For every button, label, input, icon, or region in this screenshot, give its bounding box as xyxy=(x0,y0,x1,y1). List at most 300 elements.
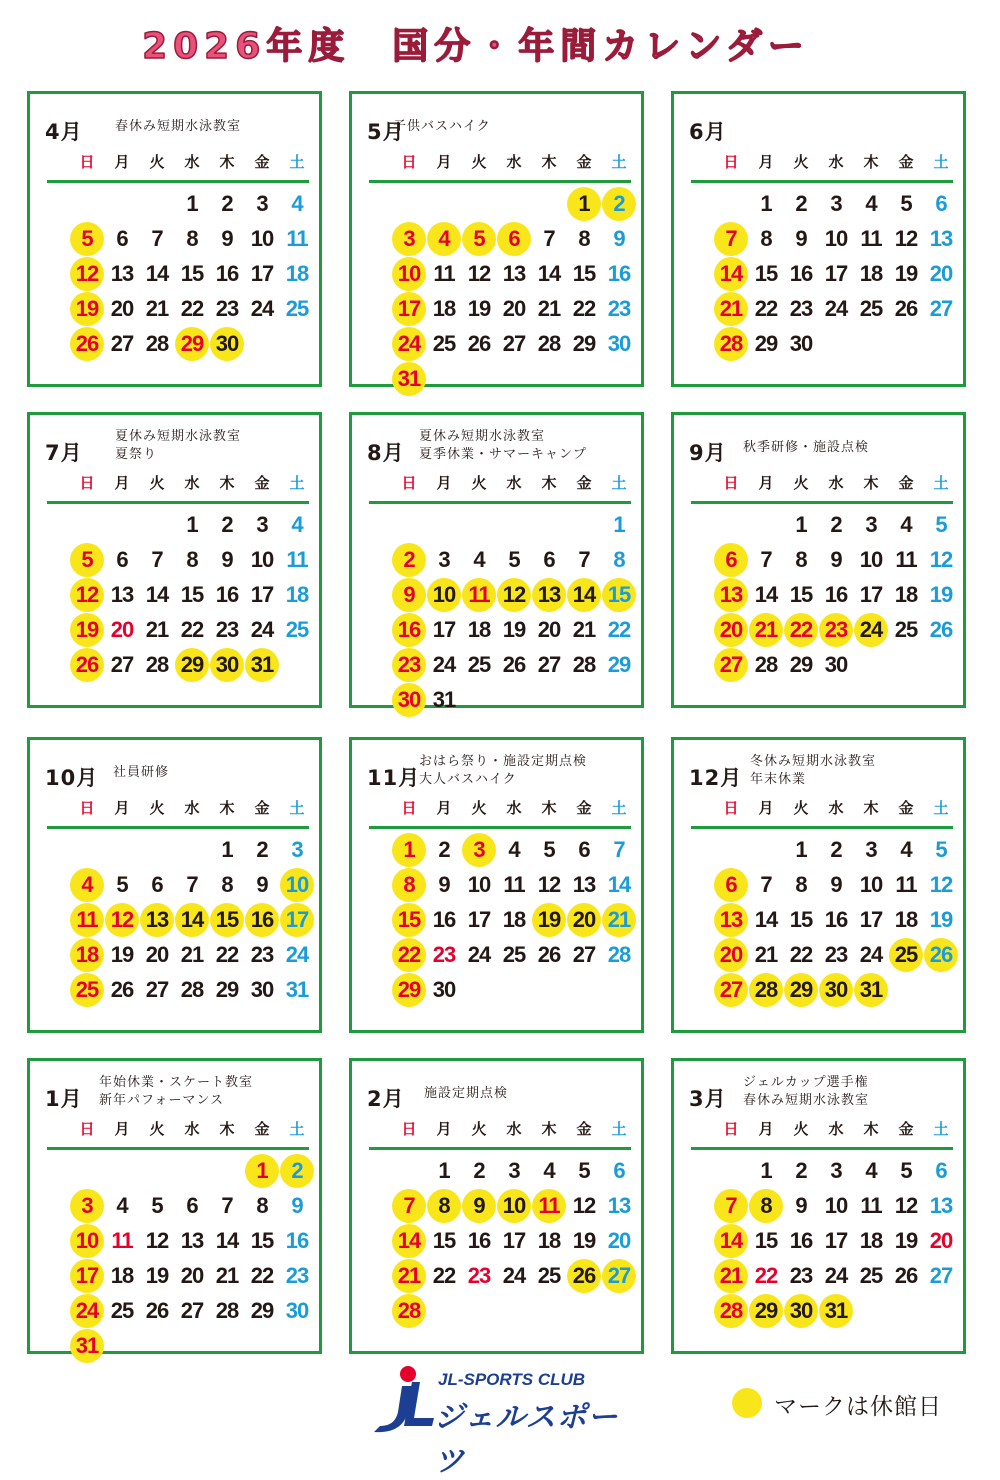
month-box xyxy=(349,412,644,712)
calendar-day: 18 xyxy=(285,582,309,607)
weekday-label: 木 xyxy=(863,799,879,817)
weekday-header xyxy=(691,151,971,175)
calendar-day: 20 xyxy=(929,261,953,286)
calendar-day: 21 xyxy=(392,1259,426,1293)
calendar-day: 23 xyxy=(392,648,426,682)
calendar-day: 2 xyxy=(795,1158,807,1183)
weekday-label: 土 xyxy=(611,153,627,171)
calendar-day: 24 xyxy=(250,617,274,642)
calendar-day: 24 xyxy=(432,652,456,677)
month-box xyxy=(349,1058,644,1354)
calendar-day: 21 xyxy=(714,1259,748,1293)
calendar-day: 19 xyxy=(894,1228,918,1253)
calendar-day: 10 xyxy=(859,547,883,572)
calendar-day: 24 xyxy=(854,613,888,647)
month-note-line: 大人バスハイク xyxy=(419,772,517,787)
weekday-label: 日 xyxy=(723,153,739,171)
calendar-day: 19 xyxy=(929,582,953,607)
calendar-day: 15 xyxy=(180,261,204,286)
weekday-label: 金 xyxy=(898,1120,914,1138)
calendar-day: 21 xyxy=(537,296,561,321)
calendar-day: 2 xyxy=(795,191,807,216)
calendar-day: 6 xyxy=(578,837,590,862)
day-grid xyxy=(47,1154,327,1358)
calendar-day: 4 xyxy=(900,837,912,862)
calendar-day: 11 xyxy=(532,1189,566,1223)
calendar-day: 1 xyxy=(795,512,807,537)
calendar-day: 29 xyxy=(250,1298,274,1323)
month-box xyxy=(671,1058,966,1354)
calendar-day: 19 xyxy=(532,903,566,937)
calendar-day: 9 xyxy=(830,547,842,572)
calendar-day: 16 xyxy=(824,582,848,607)
calendar-day: 8 xyxy=(221,872,233,897)
month-note xyxy=(99,1074,253,1110)
calendar-day: 2 xyxy=(280,1154,314,1188)
calendar-day: 28 xyxy=(754,652,778,677)
calendar-day: 22 xyxy=(754,296,778,321)
calendar-day: 20 xyxy=(145,942,169,967)
month-note xyxy=(115,428,241,464)
calendar-day: 4 xyxy=(508,837,520,862)
calendar-day: 10 xyxy=(467,872,491,897)
calendar-day: 5 xyxy=(578,1158,590,1183)
weekday-label: 水 xyxy=(184,474,200,492)
calendar-day: 25 xyxy=(889,938,923,972)
calendar-day: 4 xyxy=(865,191,877,216)
calendar-day: 5 xyxy=(935,512,947,537)
weekday-label: 日 xyxy=(723,1120,739,1138)
calendar-day: 13 xyxy=(502,261,526,286)
weekday-label: 金 xyxy=(576,474,592,492)
brand-name: ジェルスポーツ xyxy=(434,1400,619,1479)
calendar-day: 21 xyxy=(749,613,783,647)
weekday-label: 日 xyxy=(79,799,95,817)
calendar-day: 21 xyxy=(215,1263,239,1288)
weekday-label: 金 xyxy=(254,153,270,171)
calendar-day: 29 xyxy=(215,977,239,1002)
day-grid xyxy=(47,508,327,708)
calendar-day: 30 xyxy=(392,683,426,717)
calendar-day: 10 xyxy=(250,547,274,572)
calendar-day: 20 xyxy=(607,1228,631,1253)
calendar-day: 24 xyxy=(392,327,426,361)
month-label: 9月 xyxy=(689,441,727,465)
calendar-day: 29 xyxy=(175,648,209,682)
calendar-day: 17 xyxy=(280,903,314,937)
weekday-label: 金 xyxy=(898,153,914,171)
calendar-day: 25 xyxy=(537,1263,561,1288)
calendar-day: 10 xyxy=(392,257,426,291)
weekday-label: 月 xyxy=(436,799,452,817)
calendar-day: 11 xyxy=(286,547,308,572)
calendar-day: 3 xyxy=(256,512,268,537)
calendar-day: 12 xyxy=(497,578,531,612)
calendar-day: 31 xyxy=(819,1294,853,1328)
calendar-day: 10 xyxy=(824,1193,848,1218)
month-note-line: ジェルカップ選手権 xyxy=(743,1075,869,1090)
calendar-day: 2 xyxy=(473,1158,485,1183)
calendar-day: 27 xyxy=(145,977,169,1002)
calendar-day: 20 xyxy=(110,617,134,642)
header-rule xyxy=(369,180,631,183)
calendar-day: 3 xyxy=(256,191,268,216)
calendar-day: 19 xyxy=(70,613,104,647)
calendar-day: 7 xyxy=(760,872,772,897)
calendar-day: 18 xyxy=(467,617,491,642)
calendar-day: 29 xyxy=(572,331,596,356)
calendar-day: 15 xyxy=(789,907,813,932)
calendar-day: 26 xyxy=(70,327,104,361)
calendar-day: 26 xyxy=(894,296,918,321)
weekday-header xyxy=(47,151,327,175)
day-grid xyxy=(691,1154,971,1354)
month-box xyxy=(27,1058,322,1358)
calendar-day: 3 xyxy=(508,1158,520,1183)
weekday-label: 日 xyxy=(723,799,739,817)
calendar-day: 20 xyxy=(714,938,748,972)
calendar-day: 24 xyxy=(824,1263,848,1288)
weekday-label: 火 xyxy=(471,153,487,171)
weekday-label: 木 xyxy=(219,153,235,171)
calendar-day: 12 xyxy=(894,226,918,251)
calendar-day: 27 xyxy=(537,652,561,677)
calendar-day: 5 xyxy=(151,1193,163,1218)
weekday-label: 水 xyxy=(828,153,844,171)
month-note-line: 年末休業 xyxy=(750,772,807,787)
calendar-day: 27 xyxy=(110,652,134,677)
weekday-label: 金 xyxy=(576,153,592,171)
calendar-day: 14 xyxy=(714,1224,748,1258)
calendar-day: 6 xyxy=(935,1158,947,1183)
weekday-label: 水 xyxy=(828,799,844,817)
calendar-day: 9 xyxy=(221,547,233,572)
calendar-day: 1 xyxy=(186,191,198,216)
weekday-label: 月 xyxy=(114,1120,130,1138)
weekday-label: 月 xyxy=(436,474,452,492)
calendar-day: 21 xyxy=(180,942,204,967)
header-rule xyxy=(691,826,953,829)
calendar-day: 2 xyxy=(438,837,450,862)
calendar-day: 16 xyxy=(467,1228,491,1253)
calendar-day: 31 xyxy=(70,1329,104,1363)
calendar-day: 29 xyxy=(175,327,209,361)
calendar-day: 5 xyxy=(935,837,947,862)
calendar-day: 4 xyxy=(900,512,912,537)
weekday-label: 月 xyxy=(758,474,774,492)
calendar-day: 1 xyxy=(760,1158,772,1183)
calendar-day: 1 xyxy=(567,187,601,221)
weekday-header xyxy=(691,1118,971,1142)
weekday-label: 月 xyxy=(436,153,452,171)
calendar-day: 15 xyxy=(210,903,244,937)
weekday-header xyxy=(691,797,971,821)
calendar-day: 14 xyxy=(145,582,169,607)
calendar-day: 5 xyxy=(70,543,104,577)
calendar-day: 4 xyxy=(543,1158,555,1183)
calendar-day: 27 xyxy=(714,648,748,682)
month-note-line: 施設定期点検 xyxy=(424,1086,509,1101)
month-label: 2月 xyxy=(367,1087,405,1111)
calendar-day: 3 xyxy=(462,833,496,867)
calendar-day: 15 xyxy=(392,903,426,937)
calendar-day: 6 xyxy=(151,872,163,897)
calendar-day: 13 xyxy=(929,226,953,251)
calendar-day: 18 xyxy=(537,1228,561,1253)
calendar-day: 6 xyxy=(116,226,128,251)
header-rule xyxy=(47,180,309,183)
calendar-day: 8 xyxy=(186,547,198,572)
calendar-day: 27 xyxy=(180,1298,204,1323)
closed-marker-icon xyxy=(732,1388,762,1418)
weekday-label: 土 xyxy=(933,799,949,817)
calendar-day: 15 xyxy=(572,261,596,286)
calendar-day: 12 xyxy=(572,1193,596,1218)
calendar-day: 7 xyxy=(151,226,163,251)
weekday-label: 水 xyxy=(184,1120,200,1138)
weekday-label: 金 xyxy=(254,1120,270,1138)
header-rule xyxy=(369,501,631,504)
calendar-day: 9 xyxy=(795,226,807,251)
calendar-day: 19 xyxy=(894,261,918,286)
calendar-day: 26 xyxy=(924,938,958,972)
calendar-day: 15 xyxy=(754,261,778,286)
calendar-day: 7 xyxy=(543,226,555,251)
month-box xyxy=(349,91,644,391)
weekday-label: 金 xyxy=(898,474,914,492)
calendar-day: 5 xyxy=(70,222,104,256)
calendar-day: 30 xyxy=(789,331,813,356)
calendar-day: 1 xyxy=(221,837,233,862)
day-grid xyxy=(369,833,649,1033)
weekday-label: 日 xyxy=(723,474,739,492)
month-note-line: 秋季研修・施設点検 xyxy=(743,440,870,455)
month-box xyxy=(27,91,322,387)
calendar-day: 31 xyxy=(432,687,456,712)
calendar-day: 22 xyxy=(607,617,631,642)
weekday-label: 水 xyxy=(828,1120,844,1138)
calendar-day: 24 xyxy=(70,1294,104,1328)
month-note-line: 夏季休業・サマーキャンプ xyxy=(419,447,588,462)
calendar-day: 30 xyxy=(784,1294,818,1328)
weekday-label: 火 xyxy=(149,153,165,171)
header-rule xyxy=(691,501,953,504)
calendar-day: 24 xyxy=(502,1263,526,1288)
calendar-day: 6 xyxy=(497,222,531,256)
weekday-label: 日 xyxy=(79,1120,95,1138)
calendar-day: 13 xyxy=(110,582,134,607)
calendar-day: 1 xyxy=(613,512,625,537)
weekday-label: 月 xyxy=(114,153,130,171)
calendar-day: 10 xyxy=(824,226,848,251)
calendar-day: 11 xyxy=(433,261,455,286)
month-note-line: 冬休み短期水泳教室 xyxy=(750,754,877,769)
calendar-day: 14 xyxy=(392,1224,426,1258)
calendar-day: 1 xyxy=(760,191,772,216)
weekday-header xyxy=(47,797,327,821)
calendar-day: 6 xyxy=(116,547,128,572)
calendar-day: 27 xyxy=(572,942,596,967)
calendar-day: 9 xyxy=(438,872,450,897)
calendar-day: 22 xyxy=(789,942,813,967)
weekday-label: 日 xyxy=(401,153,417,171)
calendar-day: 8 xyxy=(256,1193,268,1218)
calendar-day: 6 xyxy=(186,1193,198,1218)
calendar-day: 25 xyxy=(467,652,491,677)
calendar-day: 28 xyxy=(607,942,631,967)
calendar-day: 2 xyxy=(830,837,842,862)
calendar-day: 14 xyxy=(537,261,561,286)
calendar-day: 3 xyxy=(830,191,842,216)
calendar-day: 8 xyxy=(427,1189,461,1223)
weekday-label: 金 xyxy=(898,799,914,817)
header-rule xyxy=(369,1147,631,1150)
calendar-day: 17 xyxy=(432,617,456,642)
weekday-label: 金 xyxy=(254,799,270,817)
weekday-label: 土 xyxy=(933,153,949,171)
calendar-day: 14 xyxy=(175,903,209,937)
calendar-day: 17 xyxy=(824,261,848,286)
calendar-day: 7 xyxy=(613,837,625,862)
calendar-day: 18 xyxy=(110,1263,134,1288)
calendar-day: 23 xyxy=(607,296,631,321)
calendar-day: 26 xyxy=(894,1263,918,1288)
calendar-day: 23 xyxy=(432,942,456,967)
calendar-day: 18 xyxy=(432,296,456,321)
calendar-day: 21 xyxy=(145,296,169,321)
weekday-label: 木 xyxy=(541,799,557,817)
calendar-day: 30 xyxy=(250,977,274,1002)
calendar-day: 6 xyxy=(714,543,748,577)
calendar-day: 20 xyxy=(714,613,748,647)
calendar-day: 17 xyxy=(250,261,274,286)
calendar-day: 26 xyxy=(70,648,104,682)
weekday-label: 火 xyxy=(793,153,809,171)
calendar-day: 29 xyxy=(784,973,818,1007)
calendar-day: 21 xyxy=(572,617,596,642)
calendar-day: 24 xyxy=(859,942,883,967)
weekday-label: 火 xyxy=(793,1120,809,1138)
calendar-day: 12 xyxy=(894,1193,918,1218)
weekday-label: 土 xyxy=(289,799,305,817)
month-note xyxy=(113,764,169,782)
calendar-day: 26 xyxy=(502,652,526,677)
calendar-day: 5 xyxy=(116,872,128,897)
weekday-label: 金 xyxy=(576,799,592,817)
header-rule xyxy=(691,180,953,183)
calendar-day: 11 xyxy=(895,872,917,897)
header-rule xyxy=(47,501,309,504)
calendar-day: 12 xyxy=(467,261,491,286)
weekday-label: 水 xyxy=(506,799,522,817)
calendar-day: 9 xyxy=(291,1193,303,1218)
calendar-day: 25 xyxy=(70,973,104,1007)
calendar-day: 16 xyxy=(215,261,239,286)
calendar-day: 11 xyxy=(895,547,917,572)
calendar-day: 17 xyxy=(467,907,491,932)
weekday-label: 火 xyxy=(149,799,165,817)
header-rule xyxy=(691,1147,953,1150)
calendar-day: 19 xyxy=(467,296,491,321)
weekday-label: 日 xyxy=(401,799,417,817)
calendar-day: 12 xyxy=(70,578,104,612)
calendar-day: 6 xyxy=(935,191,947,216)
calendar-day: 20 xyxy=(180,1263,204,1288)
brand-subtitle: JL-SPORTS CLUB xyxy=(438,1370,586,1389)
calendar-day: 22 xyxy=(180,617,204,642)
calendar-day: 16 xyxy=(607,261,631,286)
calendar-day: 22 xyxy=(572,296,596,321)
calendar-day: 3 xyxy=(70,1189,104,1223)
calendar-day: 7 xyxy=(221,1193,233,1218)
header-rule xyxy=(47,826,309,829)
calendar-day: 12 xyxy=(929,547,953,572)
calendar-day: 23 xyxy=(250,942,274,967)
calendar-day: 24 xyxy=(824,296,848,321)
month-note-line: 春休み短期水泳教室 xyxy=(743,1093,870,1108)
calendar-day: 11 xyxy=(860,1193,882,1218)
weekday-label: 土 xyxy=(289,474,305,492)
calendar-day: 26 xyxy=(145,1298,169,1323)
calendar-day: 23 xyxy=(789,296,813,321)
calendar-day: 26 xyxy=(929,617,953,642)
calendar-day: 11 xyxy=(286,226,308,251)
month-note-line: 春休み短期水泳教室 xyxy=(115,119,242,134)
calendar-day: 4 xyxy=(291,191,303,216)
calendar-day: 20 xyxy=(567,903,601,937)
calendar-day: 18 xyxy=(859,261,883,286)
day-grid xyxy=(369,508,649,712)
calendar-day: 5 xyxy=(508,547,520,572)
calendar-day: 2 xyxy=(392,543,426,577)
calendar-day: 5 xyxy=(543,837,555,862)
month-box xyxy=(27,737,322,1033)
calendar-day: 2 xyxy=(602,187,636,221)
calendar-day: 7 xyxy=(151,547,163,572)
calendar-day: 22 xyxy=(215,942,239,967)
page-title xyxy=(0,16,1000,76)
day-grid xyxy=(691,508,971,708)
calendar-day: 26 xyxy=(567,1259,601,1293)
calendar-day: 15 xyxy=(754,1228,778,1253)
calendar-day: 31 xyxy=(854,973,888,1007)
calendar-day: 17 xyxy=(859,582,883,607)
calendar-day: 14 xyxy=(215,1228,239,1253)
calendar-day: 10 xyxy=(427,578,461,612)
weekday-label: 火 xyxy=(471,1120,487,1138)
calendar-day: 1 xyxy=(186,512,198,537)
weekday-label: 水 xyxy=(184,153,200,171)
month-note-line: 夏休み短期水泳教室 xyxy=(115,429,242,444)
calendar-day: 7 xyxy=(186,872,198,897)
calendar-day: 4 xyxy=(291,512,303,537)
calendar-day: 6 xyxy=(714,868,748,902)
calendar-day: 10 xyxy=(70,1224,104,1258)
weekday-header xyxy=(369,1118,649,1142)
calendar-day: 10 xyxy=(280,868,314,902)
calendar-day: 18 xyxy=(859,1228,883,1253)
calendar-day: 16 xyxy=(245,903,279,937)
brand-logo[interactable] xyxy=(368,1362,638,1479)
calendar-day: 13 xyxy=(714,903,748,937)
month-note-line: 夏休み短期水泳教室 xyxy=(419,429,546,444)
weekday-label: 土 xyxy=(289,1120,305,1138)
calendar-day: 24 xyxy=(467,942,491,967)
weekday-label: 日 xyxy=(401,1120,417,1138)
calendar-day: 18 xyxy=(894,582,918,607)
calendar-day: 22 xyxy=(784,613,818,647)
month-note-line: 社員研修 xyxy=(113,765,170,780)
